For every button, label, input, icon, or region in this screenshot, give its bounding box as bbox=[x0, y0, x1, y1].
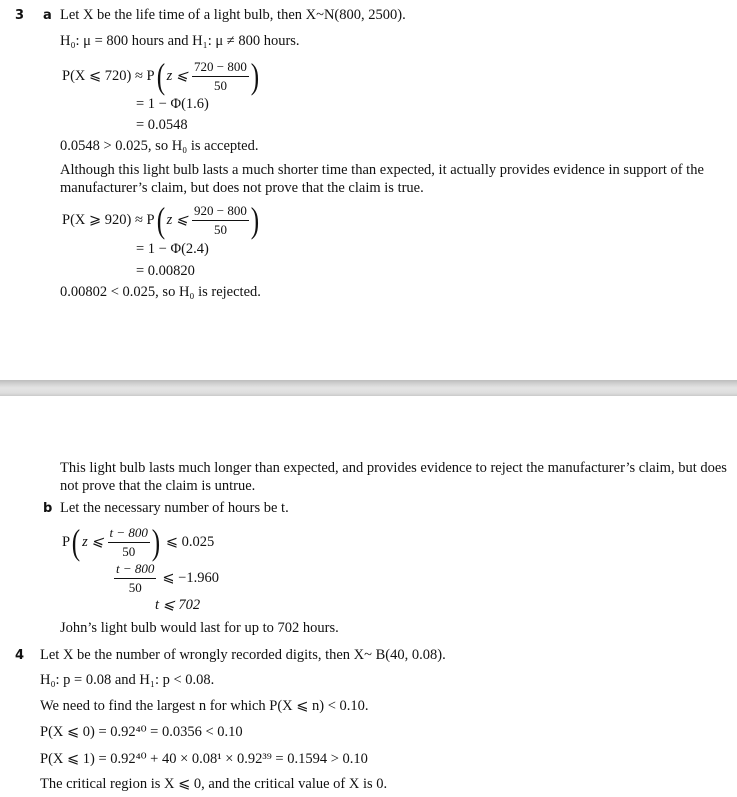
question-number-4: 4 bbox=[15, 648, 25, 663]
ineq2-denominator: 50 bbox=[128, 579, 142, 595]
q3a-explanation1: Although this light bulb lasts a much shorter time than expected, it actually provides evidence in support of the manufacturer’s claim, but does not prove that the claim is true. bbox=[60, 162, 704, 196]
open-paren: ( bbox=[156, 200, 165, 240]
q4-calc2: P(X ⩽ 1) = 0.92⁴⁰ + 40 × 0.08¹ × 0.92³⁹ = 0.1594 > 0.10 bbox=[40, 751, 368, 767]
calc1-denominator: 50 bbox=[213, 77, 227, 93]
part-label-b: b bbox=[43, 501, 53, 516]
close-paren: ) bbox=[151, 522, 161, 562]
q3a-calc2-line bbox=[62, 202, 261, 238]
q3a-calc2-step2: = 0.00820 bbox=[136, 263, 195, 279]
q4-conclusion: The critical region is X ⩽ 0, and the critical value of X is 0. bbox=[40, 776, 388, 792]
q3a-conclusion2: 0.00802 < 0.025, so H₀ is rejected. bbox=[60, 284, 261, 300]
ineq1-denominator: 50 bbox=[122, 543, 136, 559]
q3a-calc1-line bbox=[62, 58, 261, 94]
q4-goal: We need to find the largest n for which P(X ⩽ n) < 0.10. bbox=[40, 698, 369, 714]
q3b-intro: Let the necessary number of hours be t. bbox=[60, 500, 289, 516]
calc1-lhs: P(X ⩽ 720) ≈ P bbox=[62, 67, 155, 84]
part-label-a: a bbox=[43, 8, 52, 23]
ineq1-fraction bbox=[108, 525, 150, 560]
q3b-ineq3: t ⩽ 702 bbox=[155, 597, 201, 613]
ineq1-rhs: ⩽ 0.025 bbox=[165, 533, 215, 550]
calc2-lhs: P(X ⩾ 920) ≈ P bbox=[62, 211, 155, 228]
calc1-fraction bbox=[192, 59, 249, 94]
ineq1-numerator: t − 800 bbox=[108, 525, 150, 543]
ineq1-lhs: P bbox=[62, 533, 71, 550]
close-paren: ) bbox=[250, 200, 260, 240]
q3b-conclusion: John’s light bulb would last for up to 702 hours. bbox=[60, 620, 339, 636]
calc1-numerator: 720 − 800 bbox=[192, 59, 249, 77]
open-paren: ( bbox=[156, 56, 165, 96]
question-number-3: 3 bbox=[15, 8, 25, 23]
q3a-hypotheses: H₀: μ = 800 hours and H₁: μ ≠ 800 hours. bbox=[60, 33, 300, 49]
q4-hypotheses: H₀: p = 0.08 and H₁: p < 0.08. bbox=[40, 672, 215, 688]
q3b-ineq2-line bbox=[114, 561, 219, 595]
q3b-ineq1-line bbox=[62, 524, 214, 560]
page-break-divider bbox=[0, 380, 737, 396]
close-paren: ) bbox=[250, 56, 260, 96]
q3a-intro: Let X be the life time of a light bulb, then X~N(800, 2500). bbox=[60, 7, 406, 23]
q4-calc1: P(X ⩽ 0) = 0.92⁴⁰ = 0.0356 < 0.10 bbox=[40, 724, 243, 740]
calc2-numerator: 920 − 800 bbox=[192, 203, 249, 221]
ineq1-z: z ⩽ bbox=[82, 533, 104, 550]
q3a-calc1-step1: = 1 − Φ(1.6) bbox=[136, 96, 209, 112]
open-paren: ( bbox=[71, 522, 81, 562]
q3a-explanation2: This light bulb lasts much longer than expected, and provides evidence to reject the manufacturer’s claim, but does not prove that the claim is untrue. bbox=[60, 460, 727, 494]
q3a-conclusion1: 0.0548 > 0.025, so H₀ is accepted. bbox=[60, 138, 259, 154]
ineq2-fraction bbox=[114, 561, 156, 596]
calc2-fraction bbox=[192, 203, 249, 238]
q4-intro: Let X be the number of wrongly recorded digits, then X~ B(40, 0.08). bbox=[40, 647, 446, 663]
calc1-z: z ⩽ bbox=[166, 67, 189, 84]
ineq2-rhs: ⩽ −1.960 bbox=[162, 569, 219, 586]
calc2-z: z ⩽ bbox=[166, 211, 189, 228]
q3a-calc2-step1: = 1 − Φ(2.4) bbox=[136, 241, 209, 257]
calc2-denominator: 50 bbox=[213, 221, 227, 237]
q3a-calc1-step2: = 0.0548 bbox=[136, 117, 188, 133]
ineq2-numerator: t − 800 bbox=[114, 561, 156, 579]
